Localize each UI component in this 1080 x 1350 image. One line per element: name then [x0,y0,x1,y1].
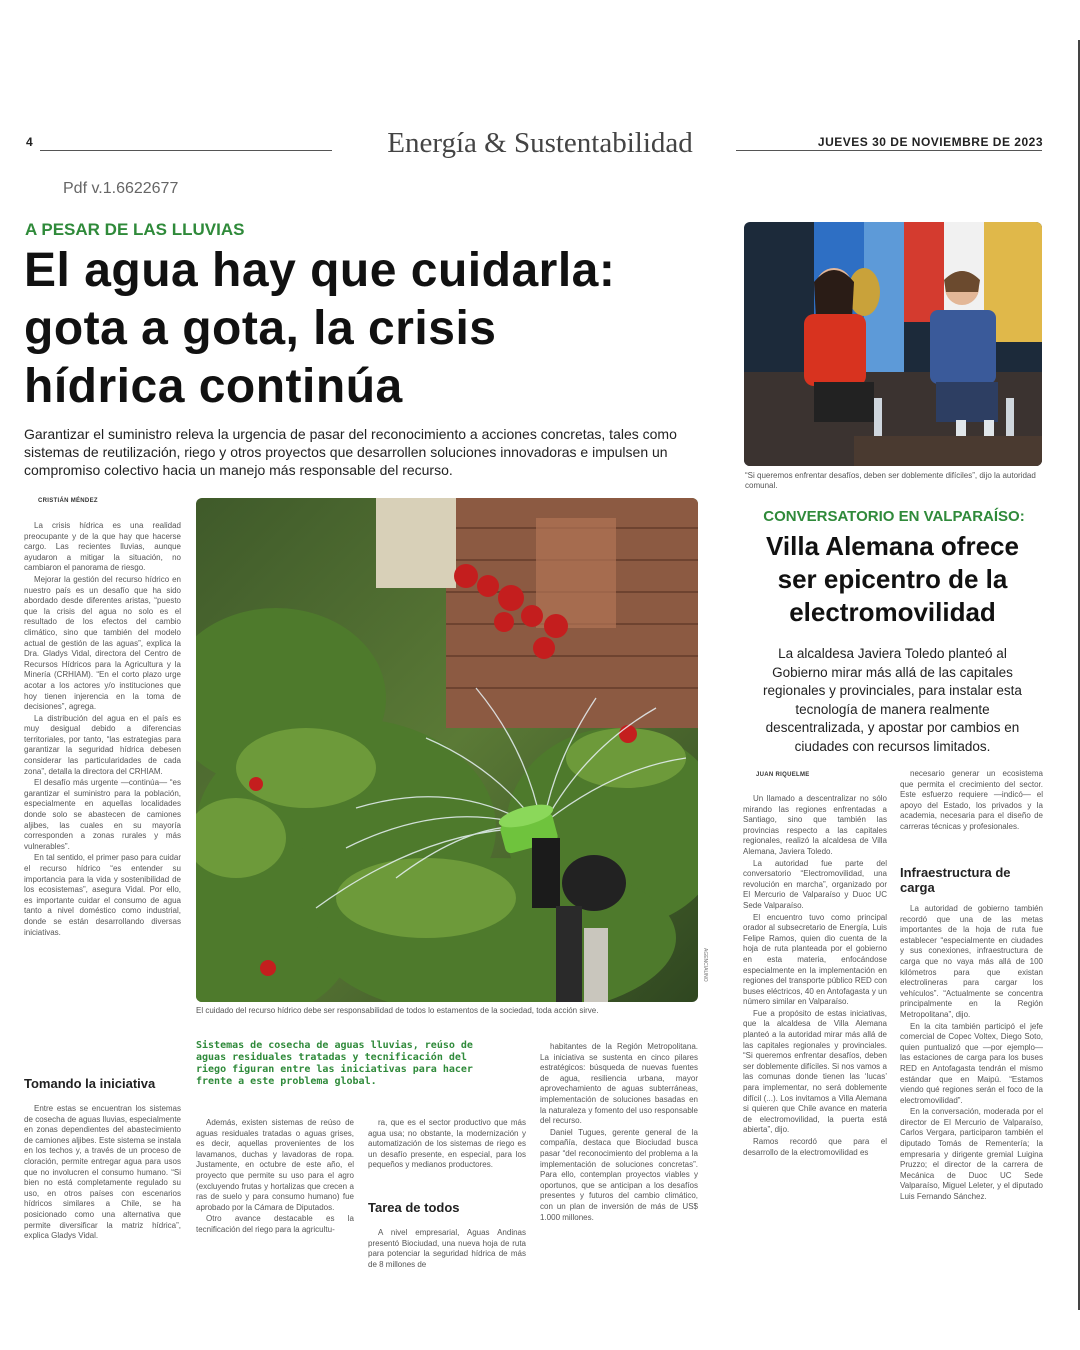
paragraph: La autoridad de gobierno también recordó que una de las metas importantes de la hoja de ruta fue establecer “especialmente en ciudades y sus conexiones, infraestructura de carga que no vaya más allá de 100 kilómetros para que existan electrolineras para cargar los vehículos”. “Actualmente se concentra principalmente en la Región Metropolitana”, dijo. [900,904,1043,1019]
subhead-tarea-de-todos: Tarea de todos [368,1200,460,1215]
issue-date: JUEVES 30 DE NOVIEMBRE DE 2023 [817,135,1043,149]
paragraph: En tal sentido, el primer paso para cuidar el recurso hídrico “es entender su importancia para la vida y sostenibilidad de los ecosistemas”, asegura Vidal. Por ello, es importante cuidar el consumo de agua tanto a nivel doméstico como industrial, donde se están desarrollando diversas iniciativas. [24,853,181,937]
paragraph: Daniel Tugues, gerente general de la compañía, destaca que Biociudad busca pasar “del reconocimiento del problema a la implementación de soluciones concretas”. Para ello, contemplan proyectos viables y oportunos, que se anticipan a los desafíos presentes y futuros del cambio climático, con un plan de inversión de más de US$ 1.000 millones. [540,1127,698,1222]
header-rule-left [40,150,332,151]
headline-line-2: gota a gota, la crisis [24,302,497,355]
main-byline: CRISTIÁN MÉNDEZ [38,498,98,504]
main-column-4 [540,1042,698,1286]
paragraph: Entre estas se encuentran los sistemas de cosecha de aguas lluvias, especialmente en zonas dependientes del abastecimiento de camiones aljibes. Este sistema se instala en los techos y, a través de un proceso de cloración, permite entregar agua para usos que no involucren el consumo humano. “Si bien no está completamente regulado su uso, en otros países con escenarios hídricos similares a Chile, se ha posicionado como una alternativa que permite diversificar la matriz hídrica”, explica Gladys Vidal. [24,1104,181,1241]
side-column-2 [900,769,1043,859]
paragraph: La distribución del agua en el país es muy desigual debido a diferencias territoriales, por tanto, “las estrategias para garantizar la seguridad hídrica debesen considerar las particularidades de cada zona”, detalla la directora del CRHIAM. [24,713,181,776]
paragraph: En la cita también participó el jefe comercial de Copec Voltex, Diego Soto, quien puntualizó que —por ejemplo— las estaciones de carga para los buses RED en Antofagasta tendrán el mismo estándar que en Maipú. “Estamos viendo qué regiones serán el foco de la electromovilidad”. [900,1021,1043,1105]
paragraph: A nivel empresarial, Aguas Andinas presentó Biociudad, una nueva hoja de ruta para potenciar la seguridad hídrica de más de 8 millones de [368,1228,526,1269]
paragraph: Mejorar la gestión del recurso hídrico en nuestro país es un desafío que ha sido abordado desde diferentes aristas, “puesto que la crisis del agua no solo es el resultado de los efectos del cambio climático, sino que también del modelo actual de gestión de las aguas”, explica la Dra. Gladys Vidal, directora del Centro de Recursos Hídricos para la Agricultura y la Minería (CRHIAM). “En el corto plazo urge acotar a los actores y/o instituciones que hoy tienen injerencia en la toma de decisiones”, agrega. [24,574,181,712]
pullquote: Sistemas de cosecha de aguas lluvias, reúso de aguas residuales tratadas y tecnificación del riego figuran entre las iniciativas para hacer frente a este problema global. [196,1040,473,1087]
headline-line-1: El agua hay que cuidarla: [24,244,616,297]
main-photo-caption: El cuidado del recurso hídrico debe ser responsabilidad de todos lo estamentos de la sociedad, toda acción sirve. [196,1006,599,1015]
main-deck: Garantizar el suministro releva la urgencia de pasar del reconocimiento a acciones concretas, tales como sistemas de reutilización, riego y otros proyectos que desarrollen soluciones innovadoras e impulsen un compromiso colectivo hacia un manejo más responsable del recurso. [24,426,677,478]
main-column-1 [24,521,181,1069]
main-column-3 [368,1118,526,1196]
paragraph: Además, existen sistemas de reúso de aguas residuales tratadas o aguas grises, es decir, aquellas provenientes de los lavamanos, duchas y lavadoras de ropa. Justamente, en octubre de este año, el proyecto que permite su uso para el agro (excluyendo frutas y hortalizas que crecen a ras de suelo y para consumo humano) fue aprobado por la Cámara de Diputados. [196,1118,354,1212]
main-kicker: A PESAR DE LAS LLUVIAS [25,220,245,239]
side-headline-line-1: Villa Alemana ofrece [766,531,1019,561]
paragraph: Un llamado a descentralizar no sólo mirando las regiones enfrentadas a Santiago, sino que también las provincias respecto a las capitales regionales, realizó la alcaldesa de Villa Alemana, Javiera Toledo. [743,794,887,856]
paragraph: habitantes de la Región Metropolitana. La iniciativa se sustenta en cinco pilares estratégicos: búsqueda de nuevas fuentes de agua, resiliencia urbana, mayor aprovechamiento de aguas subterráneas, implementación de soluciones basadas en la naturaleza y fomento del uso responsable del recurso. [540,1042,698,1126]
sprinkler-garden-image [196,498,698,1002]
side-byline: JUAN RIQUELME [756,772,810,778]
side-headline [740,530,1045,629]
headline-line-3: hídrica continúa [24,360,403,413]
photo-credit: AGENCIAUNO [702,948,708,982]
panel-speakers-image [744,222,1042,466]
section-title: Energía & Sustentabilidad [387,127,693,159]
side-deck: La alcaldesa Javiera Toledo planteó al Gobierno mirar más allá de las capitales regionales y provinciales, para instalar esta tecnología de manera realmente descentralizada, y apostar por cambios en ciudades con recursos limitados. [763,646,1022,754]
paragraph: La autoridad fue parte del conversatorio “Electromovilidad, una revolución en marcha”, organizado por El Mercurio de Valparaíso y Duoc UC Sede Valparaíso. [743,858,887,910]
subhead-tomando-la-iniciativa: Tomando la iniciativa [24,1076,156,1091]
side-headline-line-3: electromovilidad [789,597,996,627]
paragraph: Fue a propósito de estas iniciativas, que la alcaldesa de Villa Alemana planteó a la autoridad mirar más allá de las capitales regionales y provinciales. “Si queremos enfrentar desafíos, deben ser doblemente difíciles. Si nos vamos a las comunas donde tienen las ‘lucas’ para implementar, no será doblemente difícil (...). Los invitamos a Villa Alemana si quieren que Chile avance en materia de electromovilidad, la puerta está abierta”, dijo. [743,1008,887,1135]
side-photo-panel [744,222,1042,466]
paragraph: ra, que es el sector productivo que más agua usa; no obstante, la modernización y automatización de los sistemas de riego es un desafío presente, en especial, para los pequeños y medianos productores. [368,1118,526,1170]
side-kicker: CONVERSATORIO EN VALPARAÍSO: [763,508,1025,525]
side-photo-caption: “Si queremos enfrentar desafíos, deben ser doblemente difíciles”, dijo la autoridad comunal. [745,471,1036,490]
main-column-1b [24,1104,181,1284]
paragraph: La crisis hídrica es una realidad preocupante y de la que hay que hacerse cargo. Las recientes lluvias, aunque ayudaron a mitigar la situación, no cambiaron el panorama de riesgo. [24,521,181,573]
main-column-2 [196,1118,354,1288]
paragraph: El desafío más urgente —continúa— “es garantizar el suministro para la población, especialmente en aquellas localidades donde solo se abastecen de camiones aljibes, las cuales en su mayoría corresponden a zonas rurales y más vulnerables”. [24,778,181,851]
paragraph: En la conversación, moderada por el director de El Mercurio de Valparaíso, Carlos Vergara, participaron también el diputado Tomás de Rementería; la empresaria y dirigente gremial Luigina Pruzzo; el director de la carrera de Mecánica de Duoc UC Sede Valparaíso, Miguel Leleter, y el diputado Luis Fernando Sánchez. [900,1107,1043,1202]
paragraph: El encuentro tuvo como principal orador al subsecretario de Energía, Luis Felipe Ramos, quien dio cuenta de la hoja de ruta planteada por el gobierno en esta materia, enfocándose especialmente en la implementación en regiones del transporte público RED con buses eléctricos, 40 en Antofagasta y un número similar en Valparaíso. [743,912,887,1007]
side-column-2b [900,904,1043,1286]
pdf-version-label: Pdf v.1.6622677 [63,180,179,197]
subhead-infraestructura: Infraestructura de carga [900,865,1011,895]
header-rule-right [736,150,1042,151]
main-column-3b [368,1228,526,1284]
paragraph: Ramos recordó que para el desarrollo de la electromovilidad es [743,1137,887,1157]
main-photo-sprinkler [196,498,698,1002]
side-column-1 [743,794,887,1286]
side-headline-line-2: ser epicentro de la [777,564,1008,594]
paragraph: necesario generar un ecosistema que permita el crecimiento del sector. Este esfuerzo requiere —indicó— el apoyo del Estado, los privados y la academia, necesaria para el diseño de carreras técnicas y profesionales. [900,769,1043,831]
paragraph: Otro avance destacable es la tecnificación del riego para la agricultu- [196,1214,354,1234]
page-number: 4 [26,135,33,149]
main-headline [24,242,724,416]
